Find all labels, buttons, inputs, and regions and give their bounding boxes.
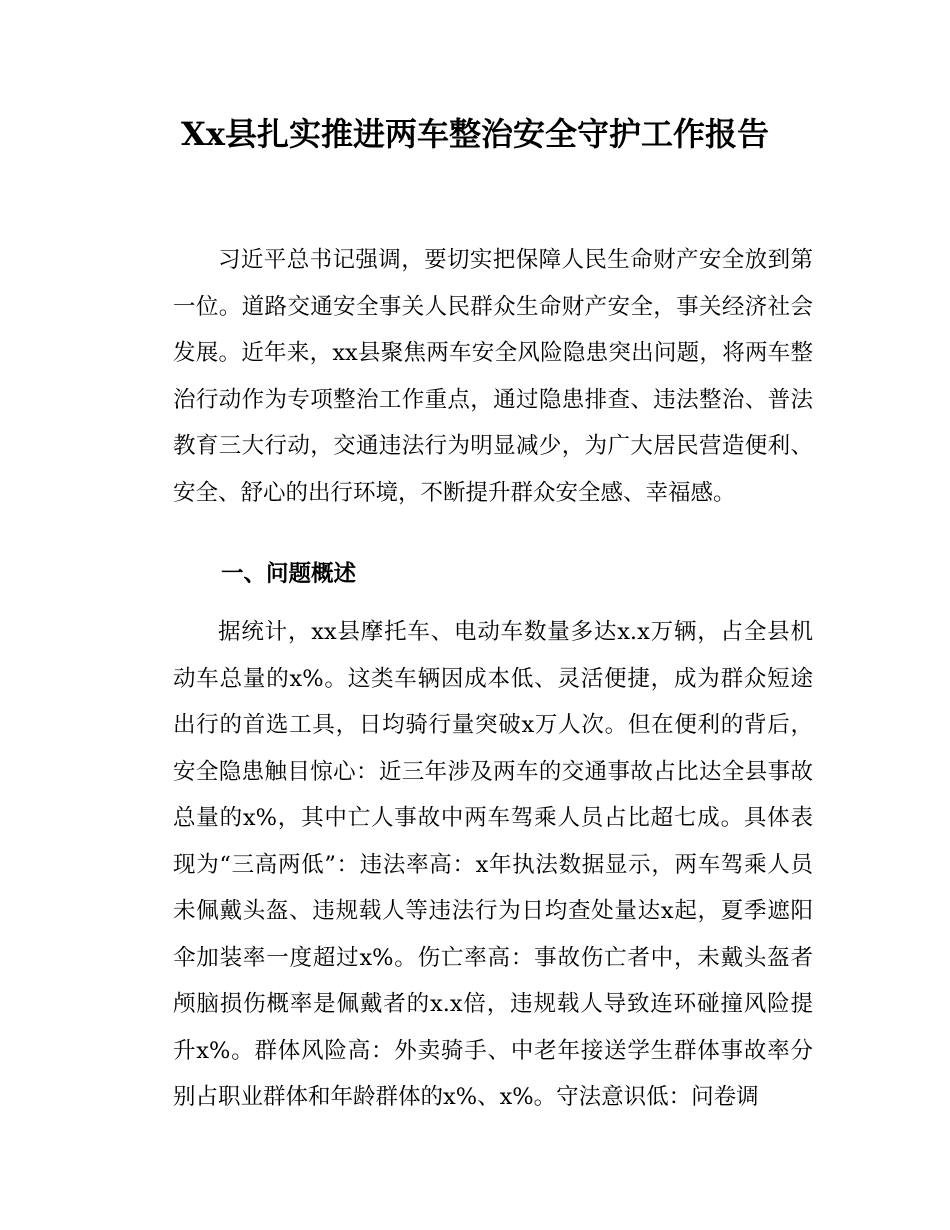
section-paragraph: 据统计，xx县摩托车、电动车数量多达x.x万辆，占全县机动车总量的x%。这类车辆因成本低、灵活便捷，成为群众短途出行的首选工具，日均骑行量突破x万人次。但在便利的背后，安全隐患触目惊心：近三年涉及两车的交通事故占比达全县事故总量的x%，其中亡人事故中两车驾乘人员占比超七成。具体表现为“三高两低”：违法率高：x年执法数据显示，两车驾乘人员未佩戴头盔、违规载人等违法行为日均查处量达x起，夏季遮阳伞加装率一度超过x%。伤亡率高：事故伤亡者中，未戴头盔者颅脑损伤概率是佩戴者的x.x倍，违规载人导致连环碰撞风险提升x%。群体风险高：外卖骑手、中老年接送学生群体事故率分别占职业群体和年龄群体的x%、x%。守法意识低：问卷调 [173,619,813,1110]
document-title: Xx县扎实推进两车整治安全守护工作报告 [181,115,769,153]
intro-paragraph: 习近平总书记强调，要切实把保障人民生命财产安全放到第一位。道路交通安全事关人民群众生命财产安全，事关经济社会发展。近年来，xx县聚焦两车安全风险隐患突出问题，将两车整治行动作为专项整治工作重点，通过隐患排查、违法整治、普法教育三大行动，交通违法行为明显减少，为广大居民营造便利、安全、舒心的出行环境，不断提升群众安全感、幸福感。 [173,247,813,506]
section-heading: 一、问题概述 [221,561,357,587]
